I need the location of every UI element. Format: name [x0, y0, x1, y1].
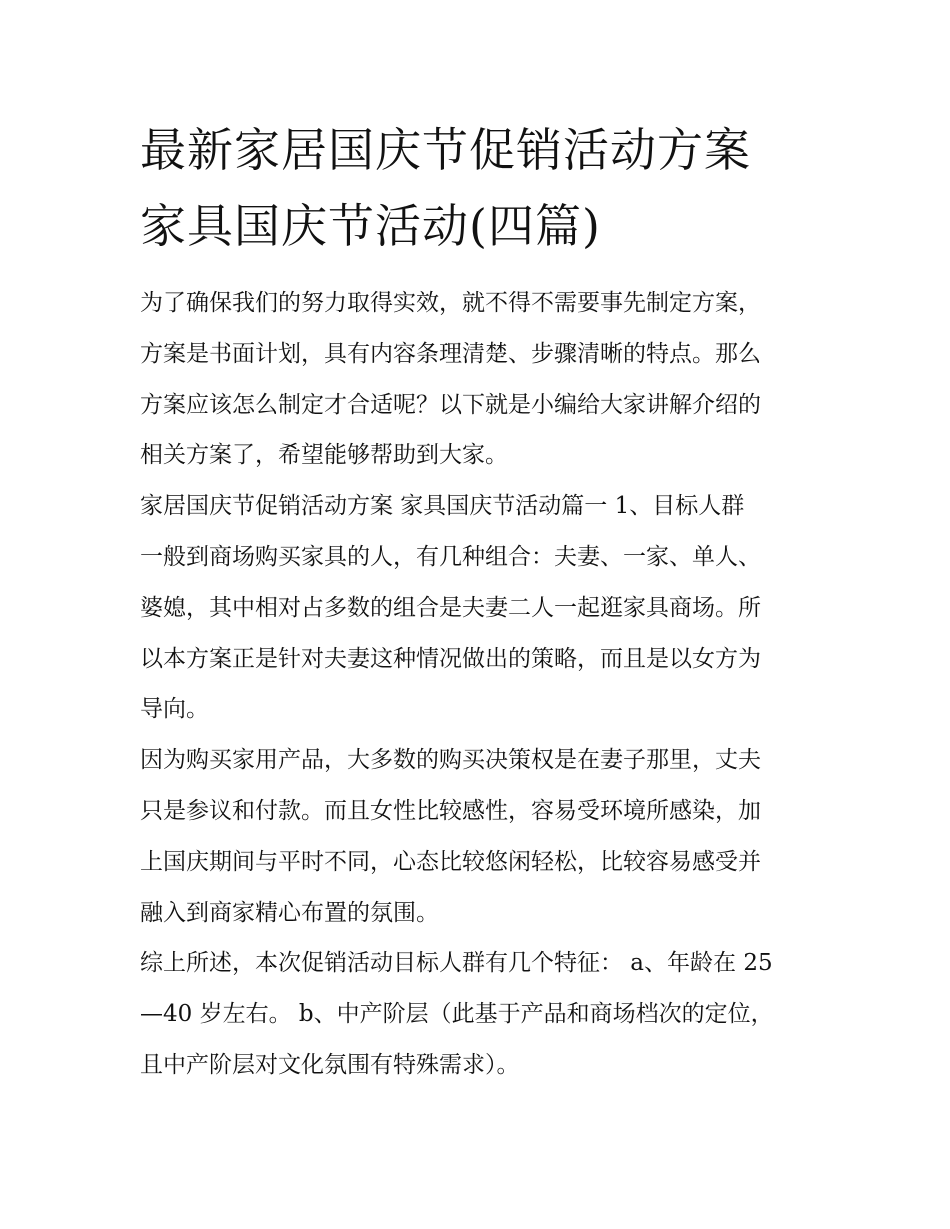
text-line: 因为购买家用产品，大多数的购买决策权是在妻子那里，丈夫: [140, 747, 761, 774]
paragraph-target-group: [140, 481, 812, 735]
text-line: 婆媳，其中相对占多数的组合是夫妻二人一起逛家具商场。所: [140, 594, 761, 621]
paragraph-purchase-decision: [140, 735, 812, 938]
text-line: 方案应该怎么制定才合适呢？以下就是小编给大家讲解介绍的: [140, 391, 761, 418]
text-line: —40 岁左右。 b、中产阶层（此基于产品和商场档次的定位，: [140, 1001, 774, 1028]
text-line: 以本方案正是针对夫妻这种情况做出的策略，而且是以女方为: [140, 645, 761, 672]
paragraph-intro: [140, 278, 812, 481]
title-line: 最新家居国庆节促销活动方案: [140, 123, 751, 177]
document-title: [140, 112, 812, 264]
document-body: [140, 278, 812, 1091]
document-content: [140, 112, 812, 1091]
text-line: 只是参议和付款。而且女性比较感性，容易受环境所感染，加: [140, 797, 761, 824]
text-line: 相关方案了，希望能够帮助到大家。: [140, 442, 508, 469]
text-line: 融入到商家精心布置的氛围。: [140, 899, 439, 926]
text-line: 为了确保我们的努力取得实效，就不得不需要事先制定方案，: [140, 290, 761, 316]
text-line: 导向。: [140, 696, 209, 723]
paragraph-summary: [140, 938, 812, 1090]
text-line: 综上所述，本次促销活动目标人群有几个特征： a、年龄在 25: [140, 950, 773, 977]
text-line: 一般到商场购买家具的人，有几种组合：夫妻、一家、单人、: [140, 543, 761, 570]
text-line: 方案是书面计划，具有内容条理清楚、步骤清晰的特点。那么: [140, 340, 761, 367]
text-line: 上国庆期间与平时不同，心态比较悠闲轻松，比较容易感受并: [140, 848, 761, 875]
title-line: 家具国庆节活动(四篇): [140, 199, 601, 253]
text-line: 家居国庆节促销活动方案 家具国庆节活动篇一 1、目标人群: [140, 493, 745, 520]
text-line: 且中产阶层对文化氛围有特殊需求）。: [140, 1051, 520, 1078]
